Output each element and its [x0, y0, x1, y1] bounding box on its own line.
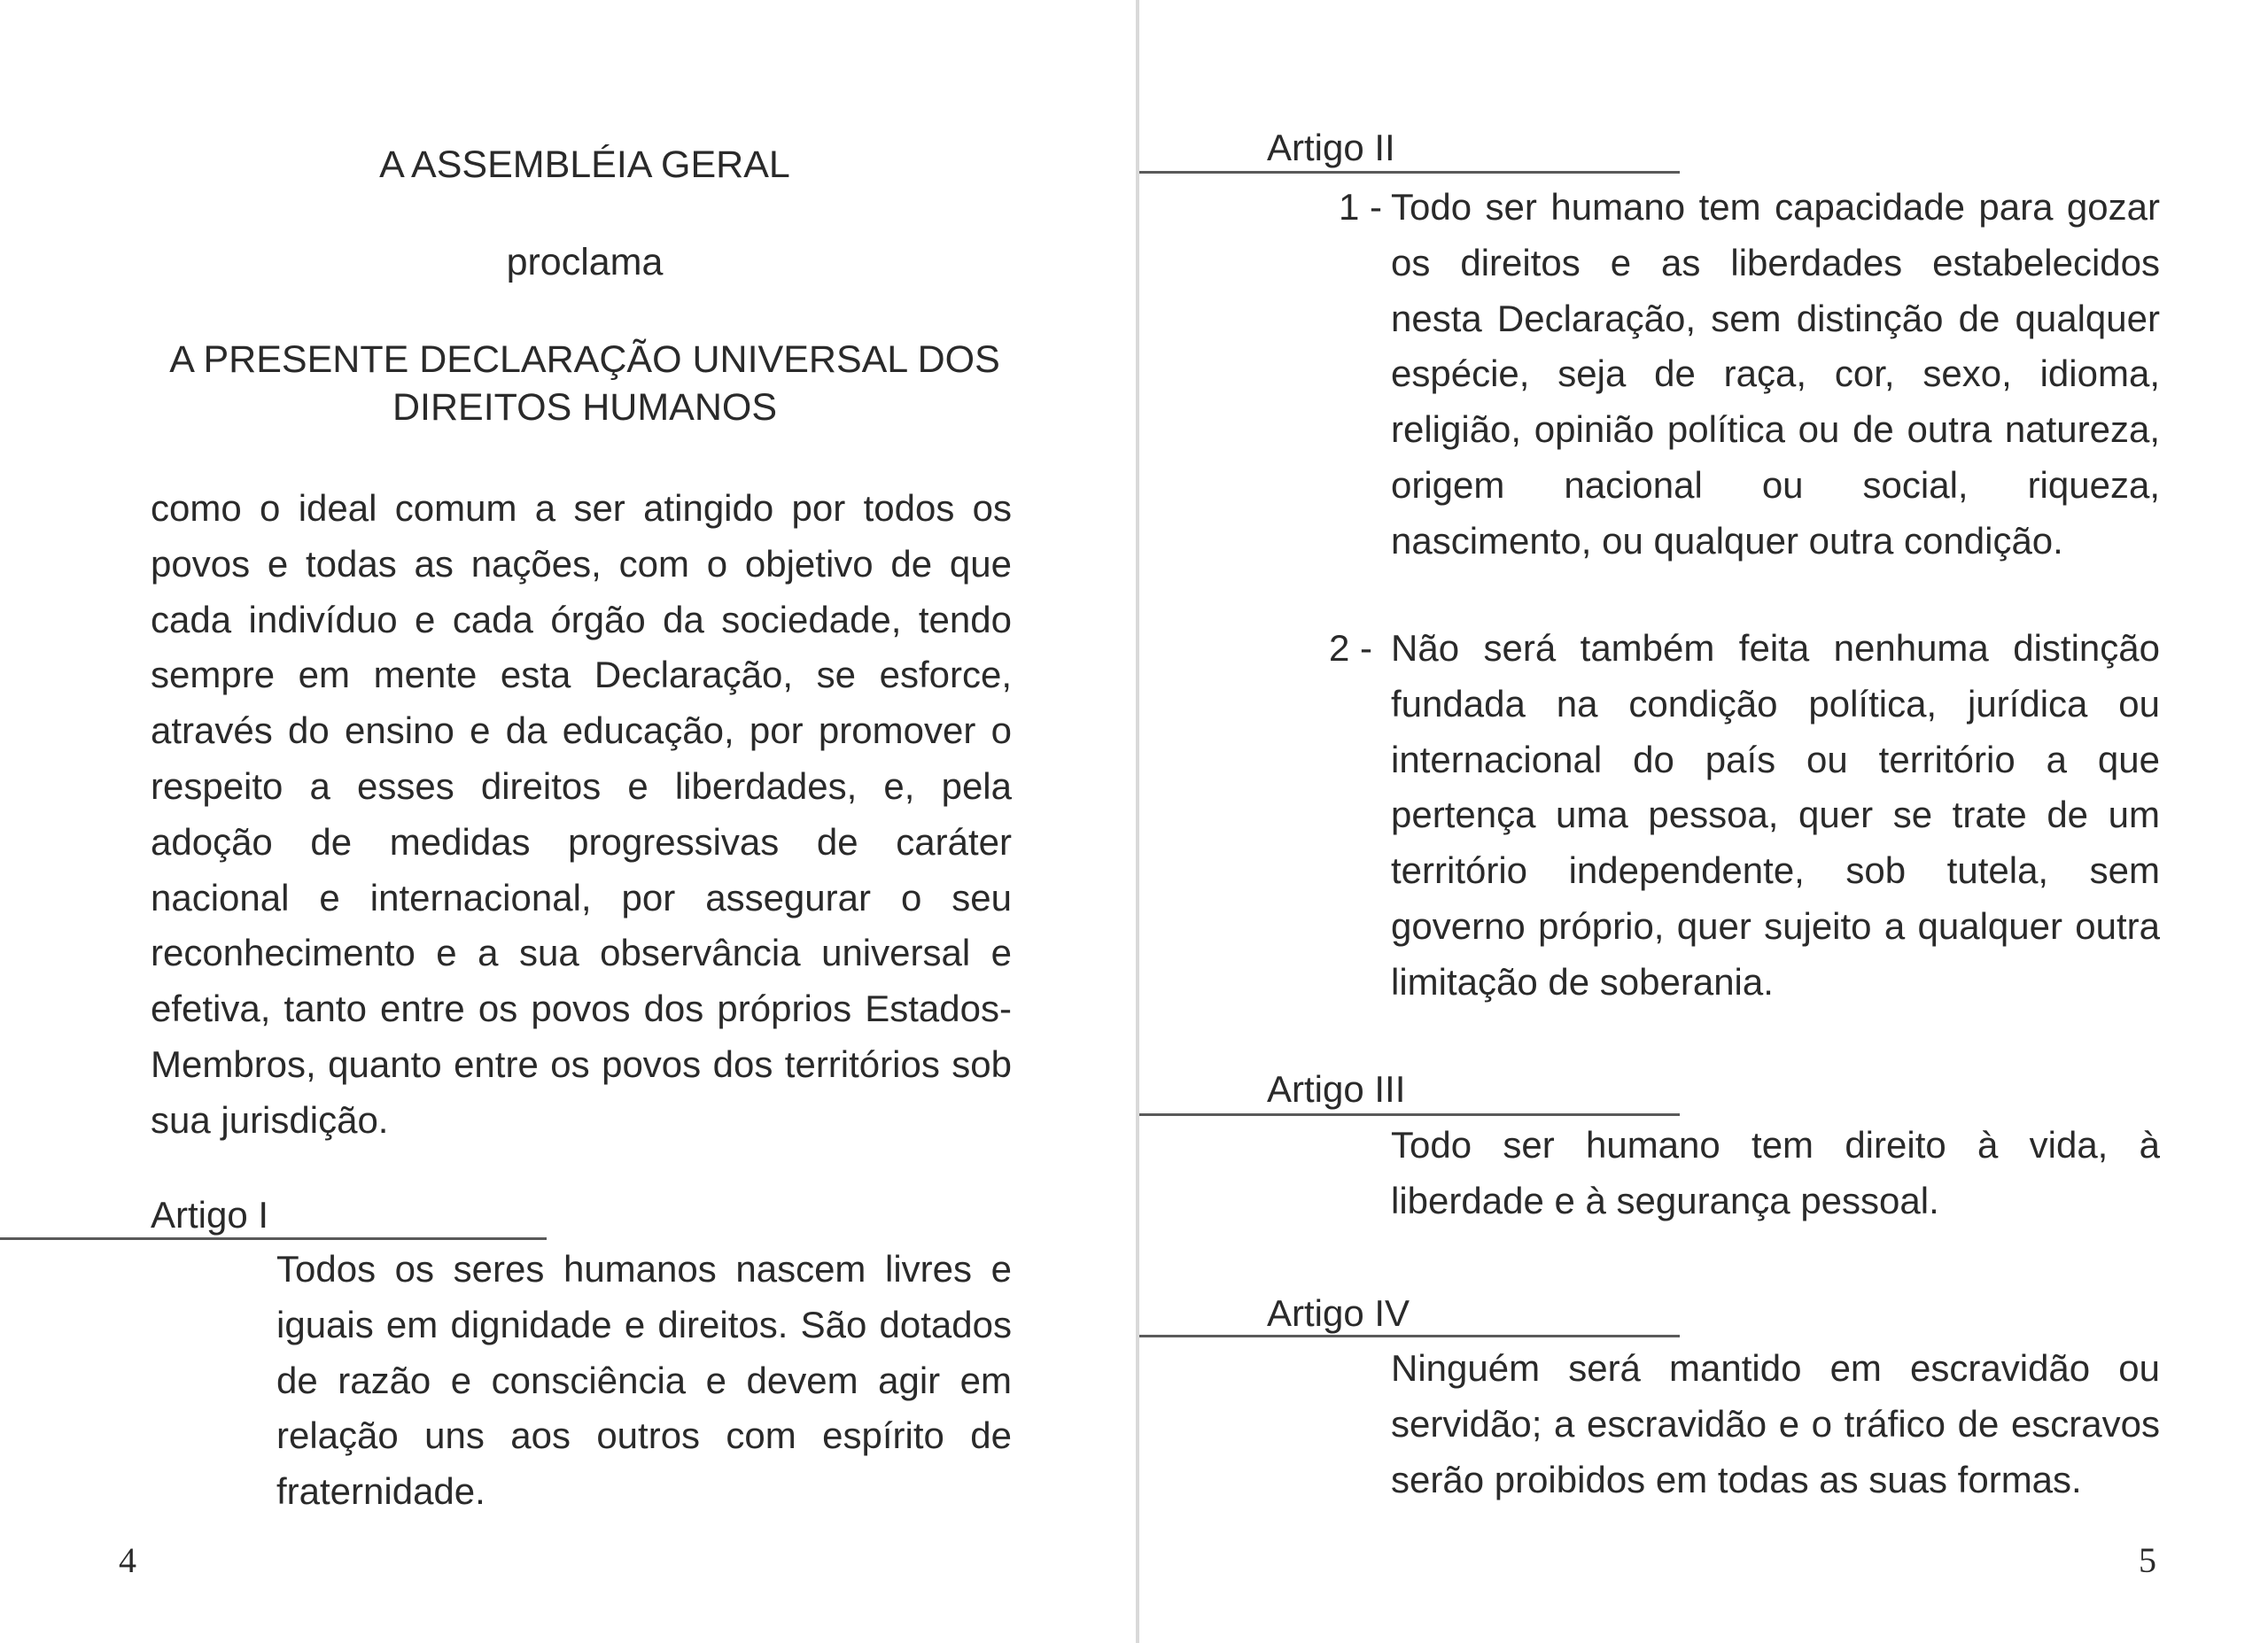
- artigo-3-rule: [1139, 1113, 1680, 1116]
- item-number: 2 -: [1329, 627, 1373, 669]
- artigo-4-rule: [1139, 1335, 1680, 1337]
- artigo-2-rule: [1139, 171, 1680, 174]
- artigo-1-rule: [0, 1237, 547, 1240]
- general-assembly-title: A ASSEMBLÉIA GERAL: [379, 143, 790, 186]
- proclaims-line: proclama: [506, 241, 664, 283]
- artigo-3-text: Todo ser humano tem direito à vida, à liberdade e à segurança pessoal.: [1391, 1124, 2160, 1221]
- artigo-4-text: Ninguém será mantido em escravidão ou servidão; a escravidão e o tráfico de escravos serão proibidos em todas as suas formas.: [1391, 1347, 2160, 1500]
- artigo-4-heading: Artigo IV: [1267, 1292, 1410, 1334]
- right-page: [1139, 0, 2268, 1643]
- artigo-1-heading: Artigo I: [151, 1194, 269, 1236]
- item-number: 1 -: [1339, 186, 1383, 228]
- page-number-left: 4: [119, 1540, 136, 1580]
- artigo-2-heading: Artigo II: [1267, 127, 1395, 168]
- item-text: Todo ser humano tem capacidade para gozar os direitos e as liberdades estabelecidos nesta Declaração, sem distinção de qualquer espécie, seja de raça, cor, sexo, idioma, religião, opinião política ou de outra natureza, origem nacional ou social, riqueza, nascimento, ou qualquer outra condição.: [1391, 186, 2160, 562]
- preamble-paragraph: como o ideal comum a ser atingido por todos os povos e todas as nações, com o objetivo de que cada indivíduo e cada órgão da sociedade, tendo sempre em mente esta Declaração, se esforce, através do ensino e da educação, por promover o respeito a esses direitos e liberdades, e, pela adoção de medidas progressivas de caráter nacional e internacional, por assegurar o seu reconhecimento e a sua observância universal e efetiva, tanto entre os povos dos próprios Estados-Membros, quanto entre os povos dos territórios sob sua jurisdição.: [151, 487, 1012, 1141]
- artigo-3-heading: Artigo III: [1267, 1068, 1406, 1110]
- item-text: Não será também feita nenhuma distinção fundada na condição política, jurídica ou internacional do país ou território a que pertença uma pessoa, quer se trate de um território independente, sob tutela, sem governo próprio, quer sujeito a qualquer outra limitação de soberania.: [1391, 627, 2160, 1003]
- page-number-right: 5: [2139, 1540, 2156, 1580]
- declaration-title-line-2: DIREITOS HUMANOS: [392, 386, 778, 429]
- declaration-title-line-1: A PRESENTE DECLARAÇÃO UNIVERSAL DOS: [169, 338, 1000, 381]
- artigo-1-text: Todos os seres humanos nascem livres e iguais em dignidade e direitos. São dotados de razão e consciência e devem agir em relação uns aos outros com espírito de fraternidade.: [276, 1248, 1012, 1513]
